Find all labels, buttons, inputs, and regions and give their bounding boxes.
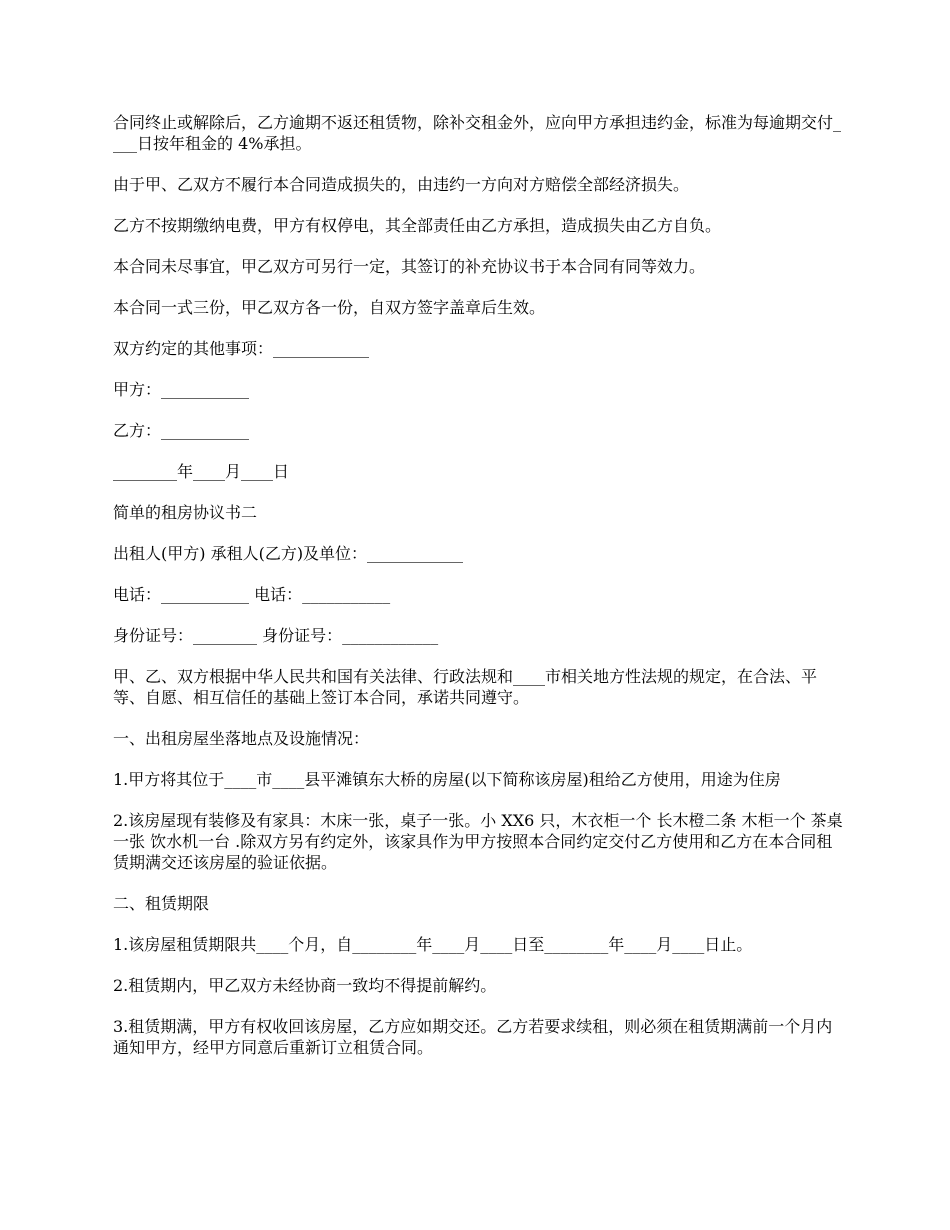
date-line: ________年____月____日 <box>113 462 290 481</box>
paragraph-damages: 由于甲、乙双方不履行本合同造成损失的，由违约一方向对方赔偿全部经济损失。 <box>113 175 690 194</box>
paragraph-supplement: 本合同未尽事宜，甲乙双方可另行一定，其签订的补充协议书于本合同有同等效力。 <box>113 257 706 276</box>
other-matters-line: 双方约定的其他事项：____________ <box>113 339 370 358</box>
paragraph-electricity: 乙方不按期缴纳电费，甲方有权停电，其全部责任由乙方承担，造成损失由乙方自负。 <box>113 216 722 235</box>
section-title: 简单的租房协议书二 <box>113 503 258 522</box>
parties-line: 出租人(甲方) 承租人(乙方)及单位：____________ <box>113 544 464 563</box>
paragraph-preamble: 甲、乙、双方根据中华人民共和国有关法律、行政法规和____市相关地方性法规的规定，在合法、平等、自愿、相互信任的基础上签订本合同，承诺共同遵守。 <box>113 667 818 707</box>
phone-line: 电话：___________ 电话：___________ <box>113 585 391 604</box>
clause-1-2: 2.该房屋现有装修及有家具：木床一张，桌子一张。小 XX6 只，木衣柜一个 长木橙二条 木柜一个 茶桌一张 饮水机一台 .除双方另有约定外，该家具作为甲方按照本合同约定交付乙方使用和乙方在本合同租赁期满交还该房屋的验证依据。 <box>113 811 843 872</box>
clause-2-1: 1.该房屋租赁期限共____个月，自________年____月____日至________年____月____日止。 <box>113 935 753 954</box>
clause-2-3: 3.租赁期满，甲方有权收回该房屋，乙方应如期交还。乙方若要求续租，则必须在租赁期满前一个月内通知甲方，经甲方同意后重新订立租赁合同。 <box>113 1017 833 1057</box>
document-page <box>113 112 848 1078</box>
party-b-signature-line: 乙方：___________ <box>113 421 250 440</box>
clause-2-2: 2.租赁期内，甲乙双方未经协商一致均不得提前解约。 <box>113 976 497 995</box>
id-number-line: 身份证号：________ 身份证号：____________ <box>113 626 439 645</box>
paragraph-copies: 本合同一式三份，甲乙双方各一份，自双方签字盖章后生效。 <box>113 298 546 317</box>
paragraph-breach-penalty: 合同终止或解除后，乙方逾期不返还租赁物，除补交租金外，应向甲方承担违约金，标准为每逾期交付____日按年租金的 4%承担。 <box>113 113 842 153</box>
party-a-signature-line: 甲方：___________ <box>113 380 250 399</box>
clause-1-1: 1.甲方将其位于____市____县平滩镇东大桥的房屋(以下简称该房屋)租给乙方使用，用途为住房 <box>113 770 781 789</box>
heading-lease-term: 二、租赁期限 <box>113 894 210 913</box>
heading-property-location: 一、出租房屋坐落地点及设施情况： <box>113 729 370 748</box>
